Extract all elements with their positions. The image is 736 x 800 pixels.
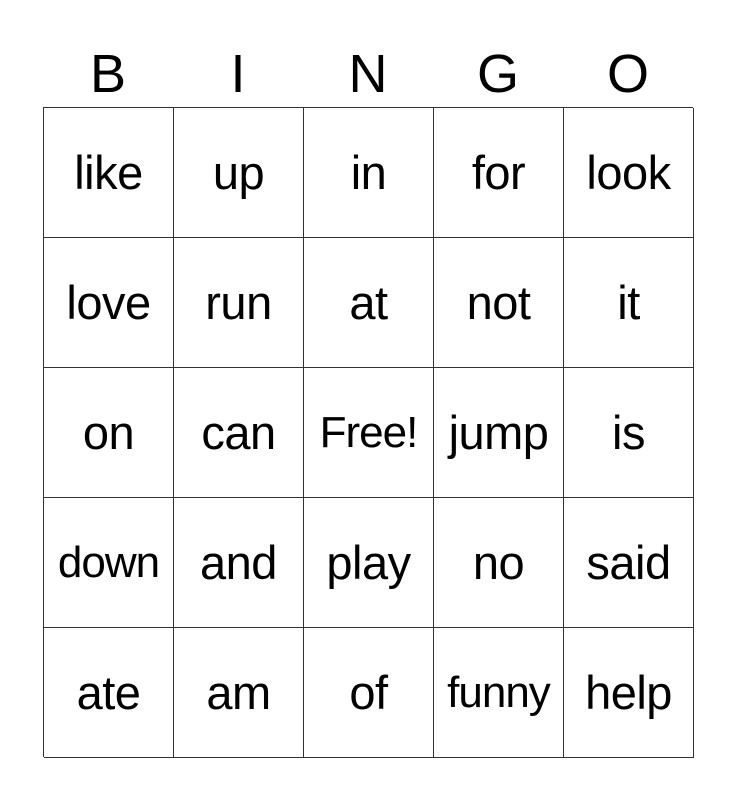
bingo-cell: said	[564, 498, 694, 628]
bingo-cell: on	[44, 368, 174, 498]
bingo-cell: like	[44, 108, 174, 238]
bingo-cell: down	[44, 498, 174, 628]
bingo-cell: play	[304, 498, 434, 628]
bingo-board	[43, 107, 693, 757]
bingo-cell: funny	[434, 628, 564, 758]
bingo-cell: no	[434, 498, 564, 628]
bingo-cell: not	[434, 238, 564, 368]
bingo-cell: ate	[44, 628, 174, 758]
bingo-cell: at	[304, 238, 434, 368]
bingo-cell: run	[174, 238, 304, 368]
bingo-cell: up	[174, 108, 304, 238]
bingo-cell: am	[174, 628, 304, 758]
free-space-cell: Free!	[304, 368, 434, 498]
bingo-header	[43, 40, 693, 108]
header-letter-g: G	[476, 44, 519, 104]
bingo-cell: can	[174, 368, 304, 498]
bingo-cell: and	[174, 498, 304, 628]
bingo-cell: look	[564, 108, 694, 238]
header-letter-i: I	[230, 44, 246, 104]
bingo-cell: help	[564, 628, 694, 758]
bingo-cell: for	[434, 108, 564, 238]
bingo-cell: of	[304, 628, 434, 758]
bingo-cell: jump	[434, 368, 564, 498]
bingo-cell: is	[564, 368, 694, 498]
header-letter-b: B	[89, 44, 127, 104]
bingo-cell: it	[564, 238, 694, 368]
header-letter-n: N	[348, 44, 388, 104]
bingo-cell: in	[304, 108, 434, 238]
bingo-cell: love	[44, 238, 174, 368]
header-letter-o: O	[606, 44, 649, 104]
